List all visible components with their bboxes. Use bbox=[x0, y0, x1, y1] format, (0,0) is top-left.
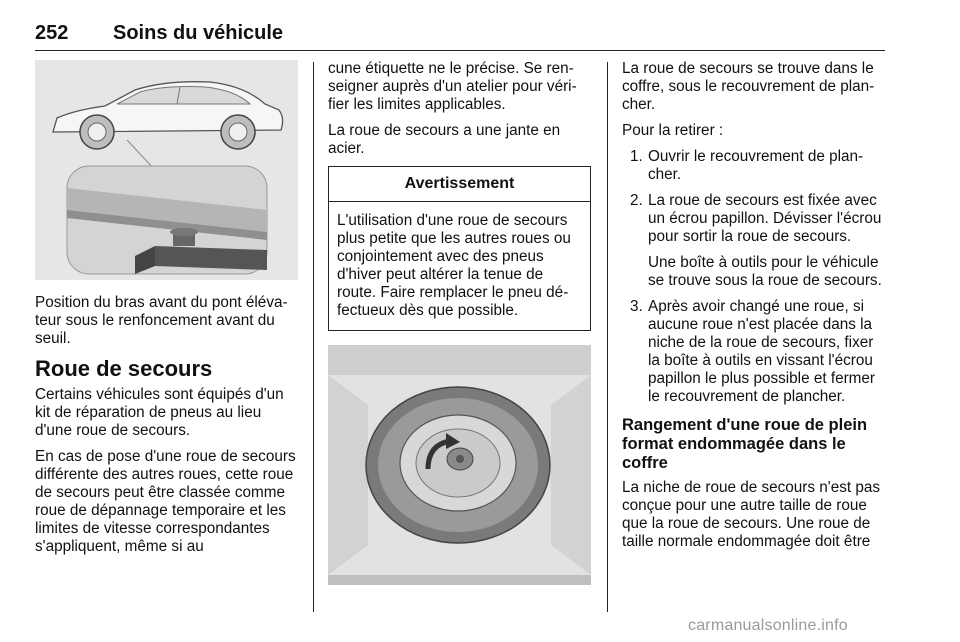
warning-body: L'utilisation d'une roue de secours plus petite que les autres roues ou conjointement avec des pneus d'hiver peut altérer la tenue de route. Faire remplacer le pneu défectueux dès que possible. bbox=[337, 212, 571, 319]
paragraph: Certains véhicules sont équipés d'un kit de réparation de pneus au lieu d'une roue de secours. bbox=[35, 386, 284, 439]
car-lift-illustration bbox=[35, 60, 298, 280]
watermark: carmanualsonline.info bbox=[688, 617, 848, 634]
warning-box bbox=[328, 166, 591, 331]
section-title: Soins du véhicule bbox=[113, 22, 284, 44]
column-3 bbox=[622, 60, 888, 559]
subheading-rangement: Rangement d'une roue de plein format endommagée dans le coffre bbox=[622, 416, 868, 472]
intro-text: Pour la retirer : bbox=[622, 122, 724, 139]
paragraph: La roue de secours se trouve dans le coffre, sous le recouvrement de plancher. bbox=[622, 60, 875, 113]
car-lift-drawing bbox=[35, 60, 298, 280]
step-number: 1. bbox=[630, 148, 643, 165]
paragraph: La roue de secours a une jante en acier. bbox=[328, 122, 561, 157]
warning-title: Avertissement bbox=[329, 167, 590, 202]
paragraph: La niche de roue de secours n'est pas conçue pour une autre taille de roue que la roue de secours. Une roue de taille normale endommagée doit être bbox=[622, 479, 881, 550]
steps-list bbox=[622, 148, 888, 406]
heading-roue-de-secours: Roue de secours bbox=[35, 356, 213, 381]
page-number: 252 bbox=[35, 22, 69, 44]
column-divider-2 bbox=[607, 62, 608, 612]
spare-wheel-illustration bbox=[328, 345, 591, 585]
spare-wheel-drawing bbox=[328, 345, 591, 585]
step-text: La roue de secours est fixée avec un écrou papillon. Dévisser l'écrou pour sortir la roue de secours. bbox=[648, 192, 882, 245]
step-number: 3. bbox=[630, 298, 643, 315]
column-divider-1 bbox=[313, 62, 314, 612]
column-2 bbox=[328, 60, 591, 585]
step-text: Après avoir changé une roue, si aucune roue n'est placée dans la niche de la roue de secours, fixer la boîte à outils en vissant l'écrou papillon le plus possible et fermer le recouvrement de plancher. bbox=[648, 298, 876, 405]
list-item bbox=[622, 192, 888, 290]
paragraph: En cas de pose d'une roue de secours différente des autres roues, cette roue de secours peut être classée comme roue de dépannage temporaire et les limites de vitesse correspondantes s'appliquent, même si au bbox=[35, 448, 296, 555]
step-note: Une boîte à outils pour le véhicule se trouve sous la roue de secours. bbox=[648, 254, 882, 289]
list-item bbox=[622, 148, 888, 184]
paragraph: cune étiquette ne le précise. Se renseigner auprès d'un atelier pour vérifier les limites applicables. bbox=[328, 60, 577, 113]
step-number: 2. bbox=[630, 192, 643, 209]
column-1 bbox=[35, 60, 298, 564]
list-item bbox=[622, 298, 888, 406]
figure-caption: Position du bras avant du pont élévateur sous le renfoncement avant du seuil. bbox=[35, 294, 288, 347]
page-header bbox=[35, 20, 885, 51]
step-text: Ouvrir le recouvrement de plancher. bbox=[648, 148, 864, 183]
